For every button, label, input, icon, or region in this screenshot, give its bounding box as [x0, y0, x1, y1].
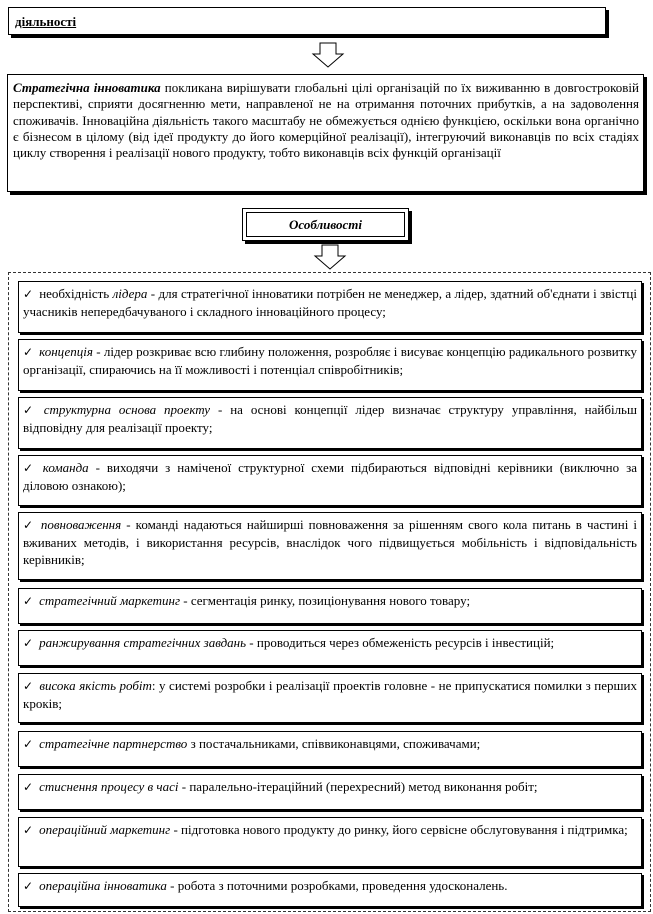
- checkmark-icon: ✓: [23, 636, 34, 650]
- list-item: [18, 817, 642, 867]
- item-text: - на основі концепції лідер визначає структуру управління, найбільш відповідну для реалізації проекту;: [23, 402, 637, 435]
- item-text: - робота з поточними розробками, проведення удосконалень.: [166, 878, 508, 893]
- list-item: [18, 873, 642, 907]
- item-text: - команді надаються найширші повноваження за рішенням свого кола питань в частині і вживаних методів, і використання ресурсів, внаслідок чого підвищується мобільність і відповідальність керівників;: [23, 517, 637, 567]
- item-term: стратегічне партнерство: [39, 736, 188, 751]
- features-label: Особливості: [288, 216, 363, 232]
- definition-box: [7, 74, 644, 192]
- list-item: [18, 630, 642, 666]
- item-term: структурна основа проекту: [43, 402, 211, 417]
- checkmark-icon: ✓: [23, 518, 35, 532]
- list-item: [18, 397, 642, 449]
- item-term: стратегічний маркетинг: [39, 593, 181, 608]
- list-item: [18, 339, 642, 391]
- down-arrow-icon: [311, 42, 345, 68]
- checkmark-icon: ✓: [23, 594, 34, 608]
- checkmark-icon: ✓: [23, 823, 34, 837]
- item-term: лідера: [112, 286, 148, 301]
- definition-term: Стратегічна інноватика: [13, 80, 161, 95]
- list-item: [18, 512, 642, 580]
- down-arrow-icon: [313, 244, 347, 270]
- item-term: висока якість робіт: [39, 678, 152, 693]
- item-prefix: необхідність: [39, 286, 113, 301]
- list-item: [18, 281, 642, 333]
- definition-text: покликана вирішувати глобальні цілі організацій по їх виживанню в довгостроковій перспективі, сприяти досягненню мети, направленої не на отримання поточних прибутків, а на задоволення споживачів. Інноваційна діяльність такого масштабу не обмежується однією функцією, оскільки вона органічно є бізнесом в цілому (від ідеї продукту до його комерційної реалізації), інтегруючий виконавців по всіх стадіях циклу створення і реалізації нового продукту, тобто виконавців всіх функцій організації: [13, 80, 639, 161]
- item-term: операційна інноватика: [39, 878, 167, 893]
- item-term: команда: [42, 460, 89, 475]
- checkmark-icon: ✓: [23, 737, 34, 751]
- item-term: операційний маркетинг: [39, 822, 171, 837]
- item-text: - для стратегічної інноватики потрібен не менеджер, а лідер, здатний об'єднати і звістці учасників непередбачуваного і складного інноваційного процесу;: [23, 286, 637, 319]
- header-box: [8, 7, 606, 35]
- item-text: - підготовка нового продукту до ринку, його сервісне обслуговування і підтримка;: [170, 822, 628, 837]
- list-item: [18, 455, 642, 506]
- checkmark-icon: ✓: [23, 879, 34, 893]
- item-term: ранжирування стратегічних завдань: [39, 635, 247, 650]
- list-item: [18, 673, 642, 723]
- list-item: [18, 774, 642, 810]
- header-title: діяльності: [15, 14, 77, 29]
- list-item: [18, 731, 642, 767]
- checkmark-icon: ✓: [23, 403, 38, 417]
- item-text: з постачальниками, співвиконавцями, споживачами;: [187, 736, 481, 751]
- item-term: повноваження: [40, 517, 122, 532]
- checkmark-icon: ✓: [23, 679, 34, 693]
- item-term: стиснення процесу в часі: [39, 779, 179, 794]
- item-text: : у системі розробки і реалізації проектів головне - не припускатися помилки з перших кроків;: [23, 678, 637, 711]
- item-text: - сегментація ринку, позиціонування нового товару;: [180, 593, 471, 608]
- checkmark-icon: ✓: [23, 287, 34, 301]
- list-item: [18, 588, 642, 624]
- checkmark-icon: ✓: [23, 780, 34, 794]
- features-box: [242, 208, 409, 241]
- checkmark-icon: ✓: [23, 461, 37, 475]
- item-text: - паралельно-ітераційний (перехресний) метод виконання робіт;: [178, 779, 538, 794]
- item-term: концепція: [39, 344, 93, 359]
- checkmark-icon: ✓: [23, 345, 34, 359]
- item-text: - проводиться через обмеженість ресурсів і інвестицій;: [246, 635, 555, 650]
- item-text: - виходячи з наміченої структурної схеми підбираються відповідні керівники (виключно за діловою ознакою);: [23, 460, 637, 493]
- item-text: - лідер розкриває всю глибину положення, розробляє і висуває концепцію радикального розвитку організації, спираючись на її можливості і потенціал співробітників;: [23, 344, 637, 377]
